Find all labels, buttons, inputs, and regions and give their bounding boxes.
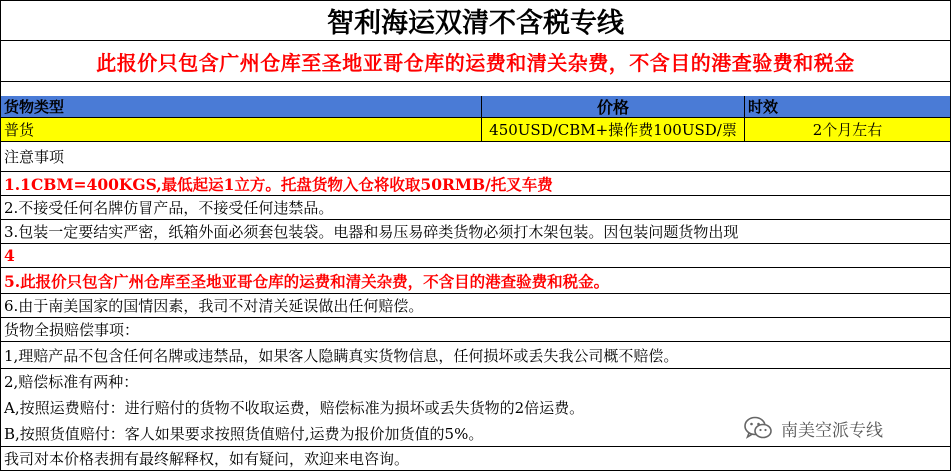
note-item: 1.1CBM=400KGS,最低起运1立方。托盘货物入仓将收取50RMB/托叉车费 — [4, 174, 553, 194]
compensation-title: 货物全损赔偿事项： — [4, 321, 140, 339]
notes-title-row — [1, 142, 950, 172]
compensation-item: B,按照货值赔付：客人如果要求按照货值赔付,运费为报价加货值的5%。 — [4, 424, 484, 443]
compensation-row — [1, 447, 950, 470]
title-row — [1, 1, 950, 41]
table-header-row — [1, 96, 950, 118]
disclaimer: 我司对本价格表拥有最终解释权，如有疑问，欢迎来电咨询。 — [4, 450, 410, 468]
compensation-title-row — [1, 318, 950, 342]
note-row — [1, 244, 950, 268]
note-row — [1, 268, 950, 294]
cell-transit-time: 2个月左右 — [745, 118, 950, 141]
header-transit-time: 时效 — [745, 96, 950, 117]
compensation-row — [1, 342, 950, 369]
wechat-icon — [743, 415, 773, 441]
note-item: 4 — [4, 246, 15, 265]
note-row — [1, 220, 950, 244]
compensation-item: 2,赔偿标准有两种： — [4, 373, 139, 391]
table-row — [1, 118, 950, 142]
wechat-account-badge — [743, 415, 883, 441]
note-row — [1, 294, 950, 318]
note-item: 3.包装一定要结实严密，纸箱外面必须套包装袋。电器和易压易碎类货物必须打木架包装。因包装问题货物出现 — [4, 223, 739, 241]
compensation-item: 1,理赔产品不包含任何名牌或违禁品，如果客人隐瞒真实货物信息，任何损坏或丢失我公司概不赔偿。 — [4, 346, 679, 365]
subtitle-row — [1, 41, 950, 82]
compensation-row — [1, 369, 950, 394]
wechat-account-name: 南美空派专线 — [781, 420, 883, 441]
note-row — [1, 172, 950, 196]
note-row — [1, 196, 950, 220]
page-title: 智利海运双清不含税专线 — [327, 8, 624, 39]
note-item: 5.此报价只包含广州仓库至圣地亚哥仓库的运费和清关杂费，不含目的港查验费和税金。 — [4, 271, 610, 291]
note-item: 2.不接受任何名牌仿冒产品，不接受任何违禁品。 — [4, 199, 334, 217]
notes-title: 注意事项 — [4, 148, 65, 166]
page-subtitle: 此报价只包含广州仓库至圣地亚哥仓库的运费和清关杂费，不含目的港查验费和税金 — [96, 50, 855, 75]
cell-cargo-type: 普货 — [1, 118, 482, 141]
header-cargo-type: 货物类型 — [1, 96, 482, 117]
cell-price: 450USD/CBM+操作费100USD/票 — [482, 118, 745, 141]
header-price: 价格 — [482, 96, 745, 117]
compensation-item: A,按照运费赔付：进行赔付的货物不收取运费，赔偿标准为损坏或丢失货物的2倍运费。 — [4, 398, 585, 417]
note-item: 6.由于南美国家的国情因素，我司不对清关延误做出任何赔偿。 — [4, 297, 424, 315]
